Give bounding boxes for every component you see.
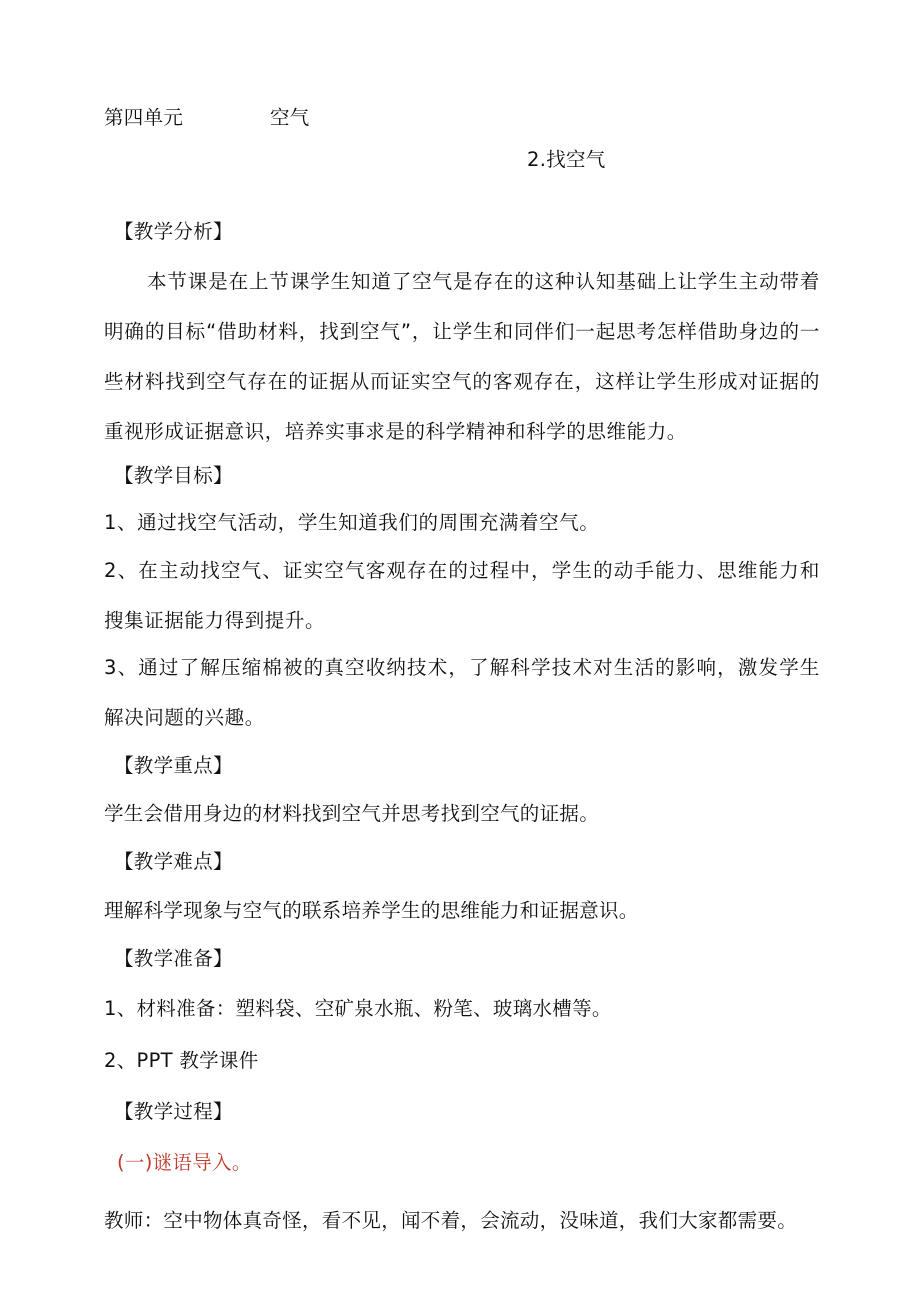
difficulties-text: 理解科学现象与空气的联系培养学生的思维能力和证据意识。 <box>104 899 639 922</box>
preparation-heading: 【教学准备】 <box>114 947 233 970</box>
unit-name: 空气 <box>270 106 310 129</box>
process-step-title: (一)谜语导入。 <box>117 1151 252 1174</box>
goal-item-2: 2、在主动找空气、证实空气客观存在的过程中，学生的动手能力、思维能力和搜集证据能力得到提升。 <box>104 559 820 632</box>
preparation-item-2: 2、PPT 教学课件 <box>104 1049 259 1072</box>
goal-item-3: 3、通过了解压缩棉被的真空收纳技术，了解科学技术对生活的影响，激发学生解决问题的兴趣。 <box>104 656 820 729</box>
key-points-text: 学生会借用身边的材料找到空气并思考找到空气的证据。 <box>104 802 600 825</box>
process-heading: 【教学过程】 <box>114 1100 233 1123</box>
unit-label: 第四单元 <box>104 106 184 129</box>
analysis-text: 本节课是在上节课学生知道了空气是存在的这种认知基础上让学生主动带着明确的目标“借助材料，找到空气”，让学生和同伴们一起思考怎样借助身边的一些材料找到空气存在的证据从而证实空气的客观存在，这样让学生形成对证据的重视形成证据意识，培养实事求是的科学精神和科学的思维能力。 <box>104 270 820 443</box>
key-points-heading: 【教学重点】 <box>114 754 233 777</box>
difficulties-heading: 【教学难点】 <box>114 850 233 873</box>
teacher-line: 教师：空中物体真奇怪，看不见，闻不着，会流动，没味道，我们大家都需要。 <box>104 1209 798 1232</box>
analysis-heading: 【教学分析】 <box>114 220 233 243</box>
goals-heading: 【教学目标】 <box>114 464 233 487</box>
lesson-title: 2.找空气 <box>527 148 606 171</box>
goal-item-1: 1、通过找空气活动，学生知道我们的周围充满着空气。 <box>104 511 600 534</box>
preparation-item-1: 1、材料准备：塑料袋、空矿泉水瓶、粉笔、玻璃水槽等。 <box>104 997 612 1020</box>
